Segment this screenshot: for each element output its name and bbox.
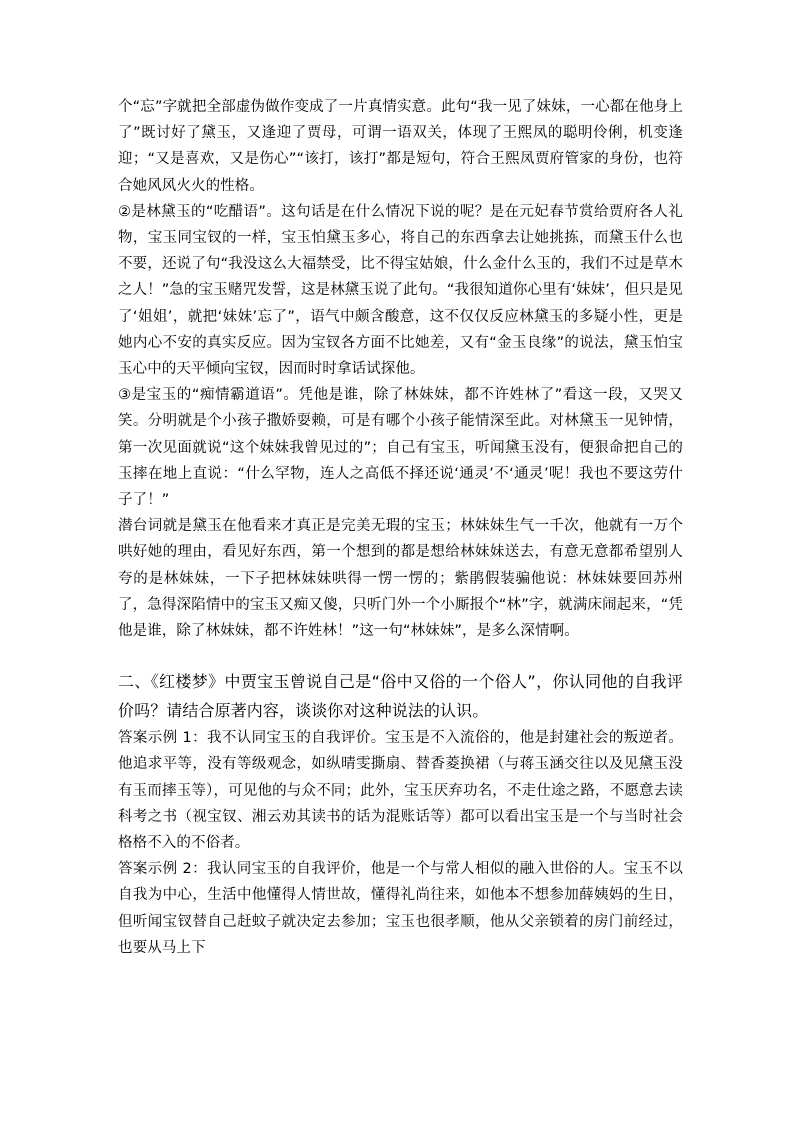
document-body xyxy=(118,94,683,961)
section-spacer xyxy=(118,644,683,667)
question-two: 二、《红楼梦》中贾宝玉曾说自己是“俗中又俗的一个俗人”，你认同他的自我评价吗？请结合原著内容，谈谈你对这种说法的认识。 xyxy=(118,672,683,721)
answer-example-1: 答案示例 1：我不认同宝玉的自我评价。宝玉是不入流俗的，他是封建社会的叛逆者。他追求平等，没有等级观念，如纵晴雯撕扇、替香菱换裙（与蒋玉涵交往以及见黛玉没有玉而摔玉等），可见他的与众不同；此外，宝玉厌弃功名，不走仕途之路，不愿意去读科考之书（视宝钗、湘云劝其读书的话为混账话等）都可以看出宝玉是一个与当时社会格格不入的不俗者。 xyxy=(118,730,683,852)
paragraph-subtext-analysis: 潜台词就是黛玉在他看来才真正是完美无瑕的宝玉；林妹妹生气一千次，他就有一万个哄好她的理由，看见好东西，第一个想到的都是想给林妹妹送去，有意无意都希望别人夸的是林妹妹，一下子把林妹妹哄得一愣一愣的；紫鹃假装骗他说：林妹妹要回苏州了，急得深陷情中的宝玉又痴又傻，只听门外一个小厮报个“林”字，就满床闹起来，“凭他是谁，除了林妹妹，都不许姓林！”这一句“林妹妹”，是多么深情啊。 xyxy=(118,518,683,640)
paragraph-wang-xifeng-analysis: 个“忘”字就把全部虚伪做作变成了一片真情实意。此句“我一见了妹妹，一心都在他身上了”既讨好了黛玉，又逢迎了贾母，可谓一语双关，体现了王熙凤的聪明伶俐，机变逢迎；“又是喜欢，又是伤心”“该打，该打”都是短句，符合王熙凤贾府管家的身份，也符合她风风火火的性格。 xyxy=(118,99,683,194)
answer-example-2: 答案示例 2：我认同宝玉的自我评价，他是一个与常人相似的融入世俗的人。宝玉不以自我为中心，生活中他懂得人情世故，懂得礼尚往来，如他本不想参加薛姨妈的生日，但听闻宝钗替自己赶蚊子就决定去参加；宝玉也很孝顺，他从父亲锁着的房门前经过，也要从马上下 xyxy=(118,861,683,956)
paragraph-lin-daiyu-analysis: ②是林黛玉的“吃醋语”。这句话是在什么情况下说的呢？是在元妃春节赏给贾府各人礼物，宝玉同宝钗的一样，宝玉怕黛玉多心，将自己的东西拿去让她挑拣，而黛玉什么也不要，还说了句“我没这么大福禁受，比不得宝姑娘，什么金什么玉的，我们不过是草木之人！”急的宝玉赌咒发誓，这是林黛玉说了此句。“我很知道你心里有‘妹妹’，但只是见了‘姐姐’，就把‘妹妹’忘了”，语气中颇含酸意，这不仅仅反应林黛玉的多疑小性，更是她内心不安的真实反应。因为宝钗各方面不比她差，又有“金玉良缘”的说法，黛玉怕宝玉心中的天平倾向宝钗，因而时时拿话试探他。 xyxy=(118,203,683,378)
paragraph-baoyu-analysis: ③是宝玉的“痴情霸道语”。凭他是谁，除了林妹妹，都不许姓林了”看这一段，又哭又笑。分明就是个小孩子撒娇耍赖，可是有哪个小孩子能情深至此。对林黛玉一见钟情，第一次见面就说“这个妹妹我曾见过的”；自己有宝玉，听闻黛玉没有，便狠命把自己的玉摔在地上直说：“什么罕物，连人之高低不择还说‘通灵’不‘通灵’呢！我也不要这劳什子了！” xyxy=(118,387,683,509)
